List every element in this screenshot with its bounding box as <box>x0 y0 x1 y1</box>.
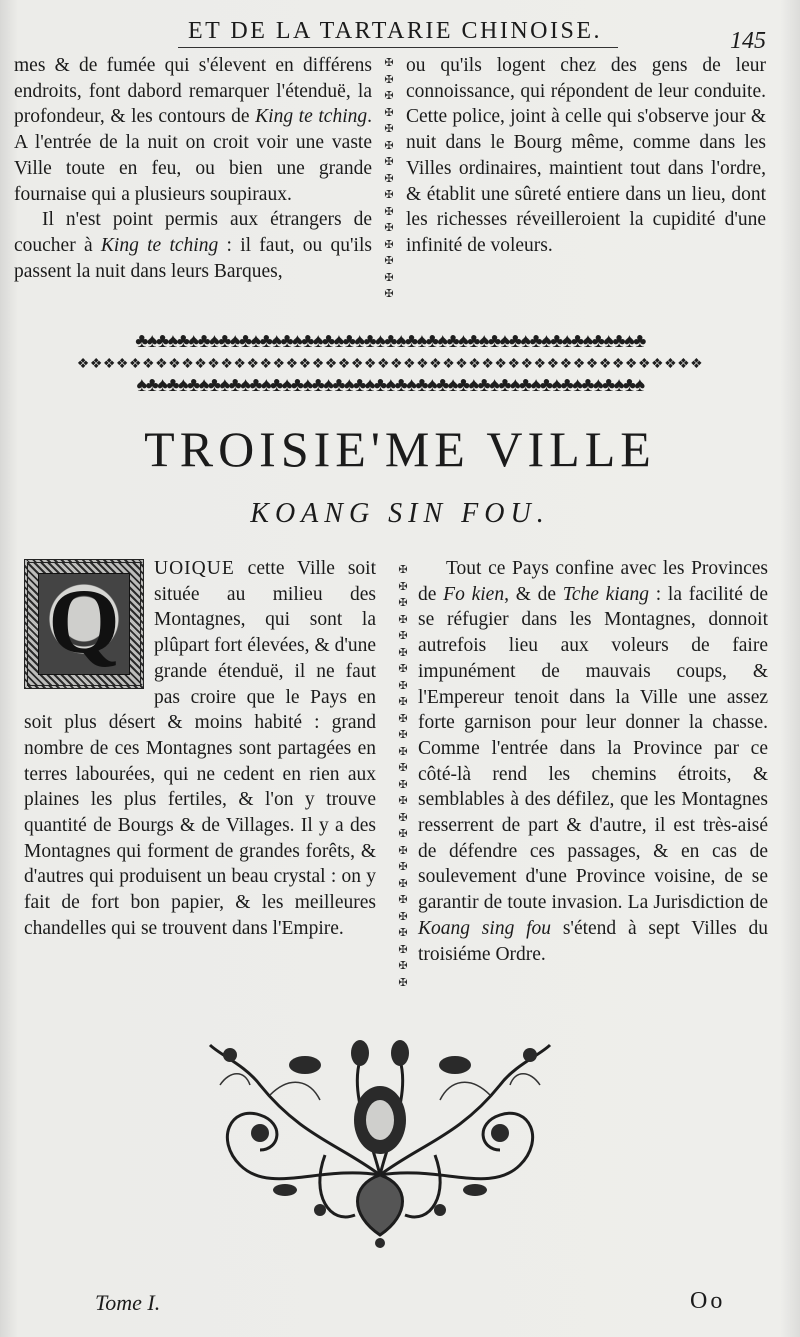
running-head <box>0 14 800 54</box>
text-run: , & de <box>504 583 563 605</box>
text-run: . A l'entrée de la nuit on croit voir une vaste Ville toute en feu, ou bien une grande fournaise qui a plusieurs soupiraux. <box>14 106 372 205</box>
ornament-band <box>14 330 766 402</box>
paragraph <box>418 556 768 967</box>
text-run: : la facilité de se réfugier dans les Montagnes, donnoit autrefois lieu aux voleurs de faire impunément de mauvais coups, & l'Empereur tenoit dans la Ville une assez forte garnison pour leur donner la chasse. Comme l'entrée dans la Province par ce côté-là rend les chemins étroits, & semblables à des défilez, que les Montagnes resserrent de part & d'autre, il est très-aisé de défendre ces passages, & en cas de soulevement d'une Province voisine, de se garantir de toute invasion. La Jurisdiction de <box>418 583 769 914</box>
text-run: Tout ce Pays confine avec les Provinces de <box>418 558 768 605</box>
head-rule <box>178 47 618 48</box>
paragraph <box>14 207 372 284</box>
top-left-column <box>14 53 372 284</box>
place-name: Fo kien <box>443 583 505 605</box>
ornament-row: ♣♠♣♠♣♠♣♠♣♠♣♠♣♠♣♠♣♠♣♠♣♠♣♠♣♠♣♠♣♠♣♠♣♠♣♠♣♠♣♠♣♠♣♠♣♠♣♠♣ <box>135 330 645 352</box>
place-name: Koang sing fou <box>418 917 552 939</box>
place-name: King te tching <box>255 106 368 128</box>
text-run: s'étend à sept Villes du troisiéme Ordre. <box>418 917 769 965</box>
lead-word: UOIQUE <box>154 558 235 579</box>
place-name: Tche kiang <box>562 583 649 605</box>
bottom-right-column <box>418 556 768 967</box>
floral-tailpiece-ornament <box>200 1025 560 1250</box>
bottom-left-column <box>24 556 376 942</box>
top-right-column <box>406 53 766 259</box>
text-run: : il faut, ou qu'ils passent la nuit dans leurs Barques, <box>14 234 372 282</box>
paragraph: ou qu'ils logent chez des gens de leur connoissance, qui répondent de leur conduite. Cette police, joint à celle qui s'observe jour & nuit dans le Bourg même, comme dans les Villes ordinaires, maintient tout dans l'ordre, & établit une sûreté entiere dans un lieu, dont les richesses réveilleroient la cupidité d'une infinité de voleurs. <box>406 55 766 256</box>
page-number: 145 <box>730 28 766 54</box>
volume-label: Tome I. <box>95 1290 161 1315</box>
text-run: mes & de fumée qui s'élevent en différens endroits, font dabord remarquer l'étenduë, la profondeur, & les contours de <box>14 55 372 128</box>
column-divider-top: ✠ ✠ ✠ ✠ ✠ ✠ ✠ ✠ ✠ ✠ ✠ ✠ ✠ ✠ ✠ <box>384 57 394 300</box>
place-name: King te tching <box>100 234 219 256</box>
ornamental-drop-cap <box>24 559 144 689</box>
ornament-row: ♠♣♠♣♠♣♠♣♠♣♠♣♠♣♠♣♠♣♠♣♠♣♠♣♠♣♠♣♠♣♠♣♠♣♠♣♠♣♠♣♠♣♠♣♠♣♠♣♠ <box>136 374 644 396</box>
column-divider-bottom: ✠ ✠ ✠ ✠ ✠ ✠ ✠ ✠ ✠ ✠ ✠ ✠ ✠ ✠ ✠ ✠ ✠ ✠ ✠ ✠ ✠ ✠ ✠ ✠ ✠ ✠ <box>398 564 408 987</box>
chapter-title: TROISIE'ME VILLE <box>144 421 656 477</box>
text-run: cette Ville soit située au milieu des Montagnes, qui sont la plûpart fort élevées, & d'une grande étenduë, il ne faut pas croire que le Pays en soit plus désert & moins habité : grand nombre de ces Montagnes sont partagées en terres labourées, qui ne cedent en rien aux plaines les plus fertiles, & l'on y trouve quantité de Bourgs & de Villages. Il y a des Montagnes qui forment de grandes forêts, & d'autres qui produisent un beau crystal : on y fait de fort bon papier, & les meilleures chandelles qui se trouvent dans l'Empire. <box>24 558 376 939</box>
paragraph <box>14 53 372 207</box>
text-run: Il n'est point permis aux étrangers de coucher à <box>14 209 372 256</box>
ornament-row: ❖❖❖❖❖❖❖❖❖❖❖❖❖❖❖❖❖❖❖❖❖❖❖❖❖❖❖❖❖❖❖❖❖❖❖❖❖❖❖❖❖❖❖❖❖❖❖❖ <box>76 357 704 372</box>
drop-cap-letter: Q <box>48 570 120 672</box>
running-title: ET DE LA TARTARIE CHINOISE. <box>188 18 602 44</box>
signature-mark: Oo <box>690 1288 726 1314</box>
chapter-subtitle: KOANG SIN FOU. <box>250 498 550 529</box>
